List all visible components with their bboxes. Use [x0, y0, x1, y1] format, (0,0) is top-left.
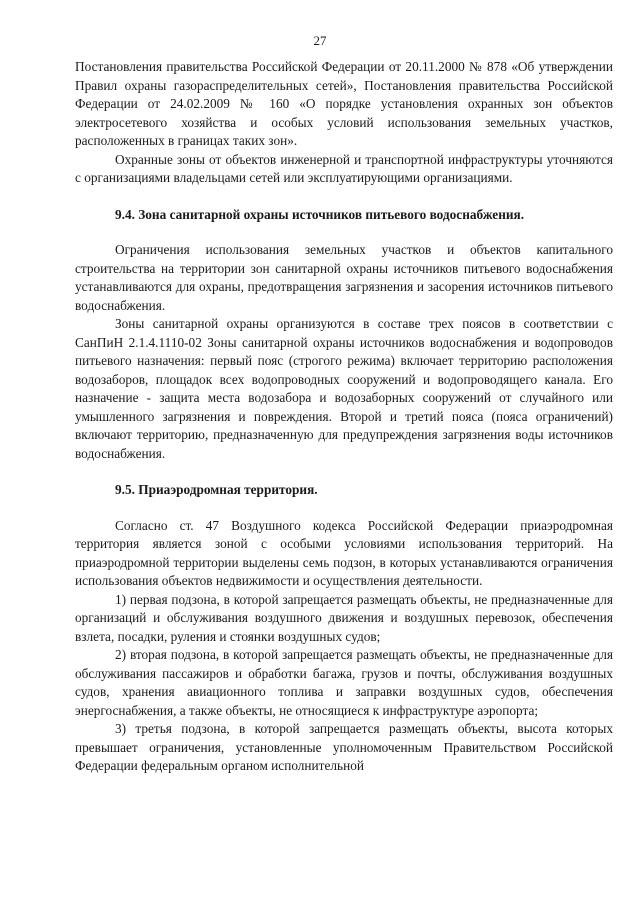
document-body [75, 58, 613, 776]
paragraph-water-belts: Зоны санитарной охраны организуются в составе трех поясов в соответствии с СанПиН 2.1.4.1110-02 Зоны санитарной охраны источников водоснабжения и водопроводов питьевого назначения: первый пояс (строгого режима) включает территорию расположения водозаборов, площадок всех водопроводных сооружений и водопроводящего канала. Его назначение - защита места водозабора и водозаборных сооружений от случайного или умышленного загрязнения и повреждения. Второй и третий пояса (пояса ограничений) включают территорию, предназначенную для предупреждения загрязнения воды источников водоснабжения. [75, 316, 613, 461]
paragraph-engineering-zones: Охранные зоны от объектов инженерной и транспортной инфраструктуры уточняются с организациями владельцами сетей или эксплуатирующими организациями. [75, 151, 613, 185]
section-heading-airfield: 9.5. Приаэродромная территория. [115, 482, 318, 497]
paragraph-subzone-2: 2) вторая подзона, в которой запрещается размещать объекты, не предназначенные для обслуживания пассажиров и обработки багажа, грузов и почты, обслуживания воздушных судов, хранения авиационного топлива и заправки воздушных судов, обеспечения энергоснабжения, а также объекты, не относящиеся к инфраструктуре аэропорта; [75, 647, 613, 718]
paragraph-airfield-intro: Согласно ст. 47 Воздушного кодекса Российской Федерации приаэродромная территория является зоной с особыми условиями использования территорий. На приаэродромной территории выделены семь подзон, в которых устанавливаются ограничения использования объектов недвижимости и осуществления деятельности. [75, 517, 613, 588]
paragraph-regulations: Постановления правительства Российской Федерации от 20.11.2000 № 878 «Об утверждении Правил охраны газораспределительных сетей», Постановления правительства Российской Федерации от 24.02.2009 № 160 «О порядке установления охранных зон объектов электросетевого хозяйства и особых условий использования земельных участков, расположенных в границах таких зон». [75, 59, 613, 148]
paragraph-subzone-3: 3) третья подзона, в которой запрещается размещать объекты, высота которых превышает ограничения, установленные уполномоченным Правительством Российской Федерации федеральным органом исполнительной [75, 721, 613, 773]
page-number: 27 [313, 33, 327, 48]
paragraph-subzone-1: 1) первая подзона, в которой запрещается размещать объекты, не предназначенные для организаций и обслуживания воздушного движения и воздушных перевозок, обеспечения взлета, посадки, руления и стоянки воздушных судов; [75, 591, 613, 644]
paragraph-water-restrictions: Ограничения использования земельных участков и объектов капитального строительства на территории зон санитарной охраны источников питьевого водоснабжения устанавливаются для охраны, предотвращения загрязнения и засорения источников питьевого водоснабжения. [75, 242, 613, 313]
section-heading-water-protection: 9.4. Зона санитарной охраны источников питьевого водоснабжения. [115, 206, 525, 222]
